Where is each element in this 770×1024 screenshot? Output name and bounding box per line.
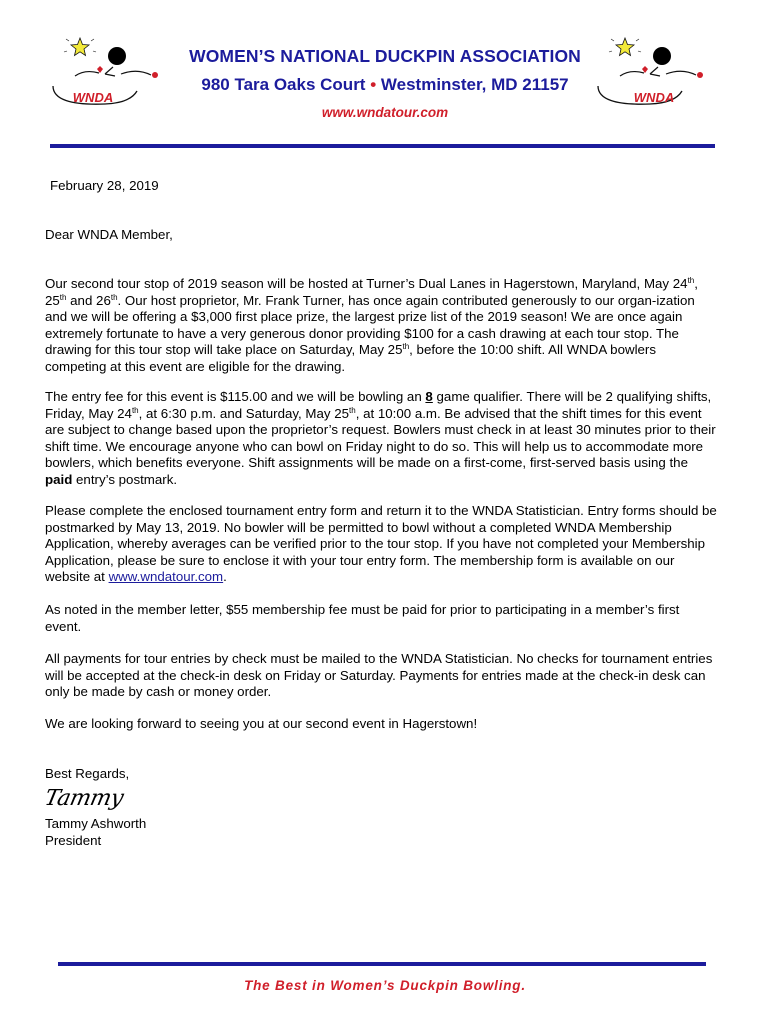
logo-text: WNDA	[72, 90, 114, 105]
paragraph-entry-form: Please complete the enclosed tournament entry form and return it to the WNDA Statistician. Entry forms should be postmarked by May 13, 2019. No bowler will be permitted to bowl without a completed WNDA Membership Application, whereby averages can be verified prior to the tour stop. If you have not completed your Membership Application, please be sure to enclose it with your tour entry form. The membership form is available on our website at www.wndatour.com.	[45, 503, 717, 584]
address-bullet: •	[370, 75, 377, 94]
header-divider	[50, 144, 715, 148]
letter-greeting: Dear WNDA Member,	[45, 227, 173, 242]
org-address	[0, 75, 770, 95]
footer-divider	[58, 962, 706, 966]
paragraph-closing-remark: We are looking forward to seeing you at our second event in Hagerstown!	[45, 716, 478, 731]
signer-title: President	[45, 833, 102, 848]
signer-name: Tammy Ashworth	[45, 816, 147, 831]
footer-tagline: The Best in Women’s Duckpin Bowling.	[244, 978, 526, 993]
games-count: 8	[425, 389, 433, 404]
logo-text: WNDA	[633, 90, 675, 105]
org-name: WOMEN’S NATIONAL DUCKPIN ASSOCIATION	[189, 46, 581, 66]
address-street: 980 Tara Oaks Court	[201, 75, 366, 94]
letter-closing: Best Regards,	[45, 766, 130, 781]
website-link[interactable]: www.wndatour.com	[108, 569, 224, 584]
paragraph-tour-stop: Our second tour stop of 2019 season will be hosted at Turner’s Dual Lanes in Hagerstown, Maryland, May 24th, 25th and 26th. Our host proprietor, Mr. Frank Turner, has once again contributed generously to our organ-ization and we will be offering a $3,000 first place prize, the largest prize list of the 2019 season! We are once again extremely fortunate to have a very generous donor providing $100 for a cash drawing at each tour stop. The drawing for this tour stop will take place on Saturday, May 25th, before the 10:00 shift. All WNDA bowlers competing at this event are eligible for the drawing.	[45, 276, 698, 374]
address-city: Westminster, MD 21157	[380, 75, 569, 94]
org-website[interactable]: www.wndatour.com	[321, 105, 449, 120]
paragraph-entry-fee: The entry fee for this event is $115.00 and we will be bowling an 8 game qualifier. There will be 2 qualifying shifts, Friday, May 24th, at 6:30 p.m. and Saturday, May 25th, at 10:00 a.m. Be advised that the shift times for this event are subject to change based upon the proprietor’s request. Bowlers must check in at least 30 minutes prior to their shift time. We encourage anyone who can bowl on Friday night to do so. This will help us to accommodate more bowlers, which benefits everyone. Shift assignments will be made on a first-come, first-served basis using the paid entry’s postmark.	[45, 389, 716, 487]
paid-emphasis: paid	[45, 471, 73, 487]
paragraph-payments: All payments for tour entries by check must be mailed to the WNDA Statistician. No checks for tournament entries will be accepted at the check-in desk on Friday or Saturday. Payments for entries made at the check-in desk can only be made by cash or money order.	[45, 651, 713, 699]
handwritten-signature: Tammy	[42, 786, 126, 811]
paragraph-membership-fee: As noted in the member letter, $55 membership fee must be paid for prior to participating in a member’s first event.	[45, 602, 680, 634]
letter-date: February 28, 2019	[50, 178, 159, 193]
